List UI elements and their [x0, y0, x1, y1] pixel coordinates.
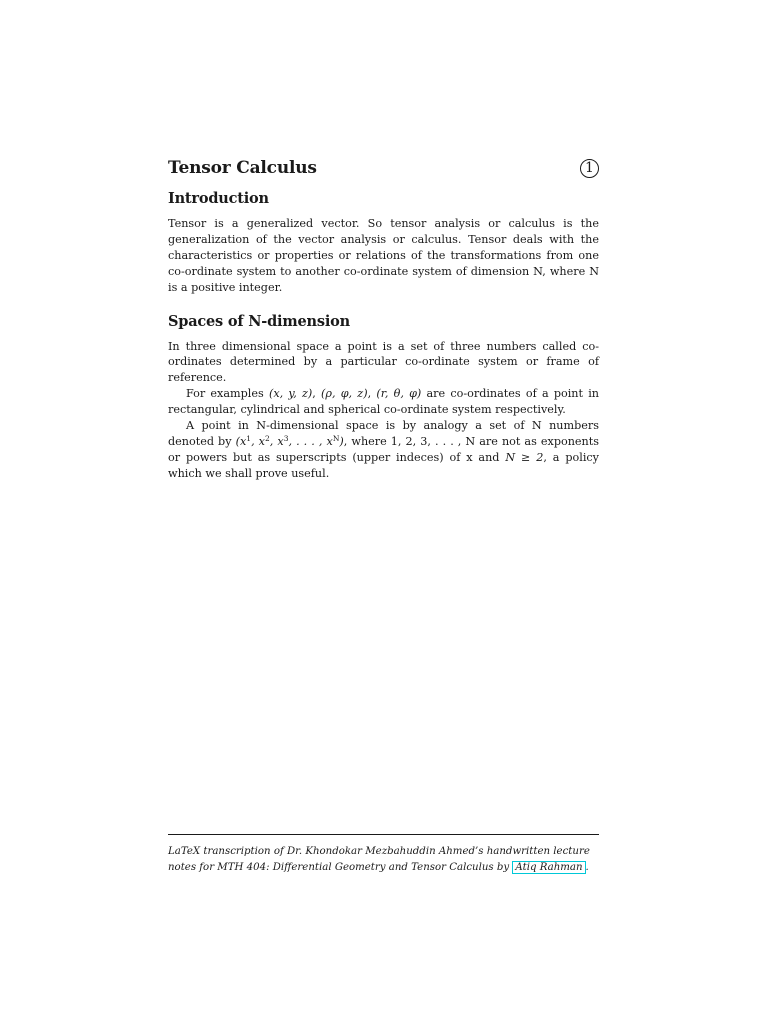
p2-prefix: For examples — [186, 387, 269, 401]
introduction-paragraph: Tensor is a generalized vector. So tensor analysis or calculus is the generalization of the vector analysis or calculus. Tensor deals with the characteristics or properties or relations of the transformations from one co-ordinate system to another co-ordinate system of dimension N, where N is a positive integer. — [168, 217, 599, 294]
cartesian-coords: (x, y, z) — [268, 387, 313, 401]
footnote-suffix: . — [585, 861, 589, 873]
sup-3: 3 — [283, 433, 289, 443]
cylindrical-coords: (ρ, φ, z) — [321, 387, 368, 401]
title-row — [168, 150, 599, 186]
spherical-coords: (r, θ, φ) — [376, 387, 422, 401]
p3-middle: , where 1, 2, 3, . . . , N are not as exponents or powers but as superscripts (upper indeces) of x and — [168, 434, 599, 464]
author-link[interactable]: Atiq Rahman — [512, 861, 585, 874]
footnote-text — [168, 844, 599, 875]
footnote-prefix: LaTeX transcription of Dr. Khondokar Mezbahuddin Ahmed’s handwritten lecture notes for MTH 404: Differential Geometry and Tensor Calculus by — [168, 846, 590, 873]
tuple-x3: , x — [269, 434, 284, 448]
section-heading-introduction: Introduction — [168, 190, 269, 207]
spaces-paragraph-1: In three dimensional space a point is a set of three numbers called co-ordinates determined by a particular co-ordinate system or frame of reference. — [168, 339, 599, 385]
sup-2: 2 — [264, 433, 270, 443]
n-condition: N ≥ 2 — [505, 450, 544, 464]
p3-prefix: A point in N-dimensional space is by analogy a set of N numbers denoted by — [168, 419, 599, 448]
sup-n: N — [332, 433, 340, 443]
footnote-rule — [168, 834, 599, 835]
page-number-badge: 1 — [580, 159, 599, 178]
section-heading-spaces: Spaces of N-dimension — [168, 312, 350, 330]
tuple-open: (x — [235, 434, 247, 448]
p2-suffix: are co-ordinates of a point in rectangular, cylindrical and spherical co-ordinate system respectively. — [168, 387, 599, 417]
tuple-close: ) — [339, 434, 344, 448]
spaces-paragraph-2: For examples (x, y, z), (ρ, φ, z), (r, θ, φ) are co-ordinates of a point in rectangular, cylindrical and spherical co-ordinate system respectively. — [168, 387, 599, 417]
footnote — [168, 834, 599, 875]
sup-1: 1 — [246, 433, 252, 443]
page-content — [168, 150, 599, 482]
document-title: Tensor Calculus — [168, 158, 317, 178]
n-tuple — [236, 435, 344, 448]
p3-suffix: , a policy which we shall prove useful. — [168, 450, 599, 480]
tuple-dots: , . . . , x — [288, 434, 333, 448]
spaces-paragraph-3 — [168, 418, 599, 482]
tuple-x2: , x — [251, 434, 265, 448]
